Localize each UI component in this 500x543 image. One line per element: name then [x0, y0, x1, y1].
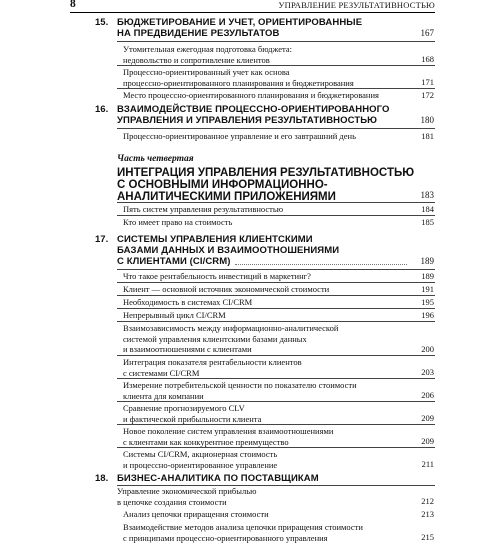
toc-entry-page: 206	[421, 390, 434, 400]
toc-entry: Управление экономической прибылью в цепочке создания стоимости	[117, 486, 257, 507]
toc-entry-page: 195	[421, 297, 434, 307]
chapter-15-page: 167	[420, 28, 434, 38]
toc-entry-page: 189	[421, 271, 434, 281]
divider	[117, 41, 435, 42]
toc-entry: Измерение потребительской ценности по показателю стоимости клиента для компании	[123, 380, 357, 401]
divider	[117, 447, 435, 448]
toc-entry: Анализ цепочки приращения стоимости	[123, 509, 269, 519]
toc-entry-page: 184	[421, 204, 434, 214]
toc-entry: Пять систем управления результативностью	[123, 204, 284, 214]
toc-entry-page: 200	[421, 344, 434, 354]
toc-entry-page: 171	[421, 77, 434, 87]
toc-entry-page: 212	[421, 496, 434, 506]
toc-entry: Необходимость в системах CI/CRM	[123, 297, 253, 307]
toc-entry: Место процессно-ориентированного планирования и бюджетирования	[123, 90, 379, 100]
toc-entry: Непрерывный цикл CI/CRM	[123, 310, 226, 320]
chapter-18-number: 18.	[95, 473, 109, 484]
chapter-15-number: 15.	[95, 17, 109, 28]
toc-entry-page: 181	[421, 131, 434, 141]
leader-dots	[235, 264, 407, 265]
toc-entry-page: 203	[421, 367, 434, 377]
toc-entry: Взаимозависимость между информационно-аналитической системой управления клиентскими базами данных и взаимоотношениями с клиентами	[123, 323, 339, 354]
toc-entry-page: 191	[421, 284, 434, 294]
divider	[117, 424, 435, 425]
toc-entry-page: 185	[421, 217, 434, 227]
divider	[117, 202, 435, 203]
divider	[117, 355, 435, 356]
divider	[117, 378, 435, 379]
divider	[117, 65, 435, 66]
divider	[117, 128, 435, 129]
chapter-15-title: БЮДЖЕТИРОВАНИЕ И УЧЕТ, ОРИЕНТИРОВАННЫЕ НА ПРЕДВИДЕНИЕ РЕЗУЛЬТАТОВ	[117, 17, 363, 39]
toc-entry: Процессно-ориентированный учет как основа процессно-ориентированного планирования и бюджетирования	[123, 67, 354, 88]
divider	[117, 295, 435, 296]
divider	[117, 308, 435, 309]
chapter-17-title: СИСТЕМЫ УПРАВЛЕНИЯ КЛИЕНТСКИМИ БАЗАМИ ДАННЫХ И ВЗАИМООТНОШЕНИЯМИ С КЛИЕНТАМИ (CI/CRM)	[117, 234, 340, 267]
toc-entry: Системы CI/CRM, акционерная стоимость и процессно-ориентированное управление	[123, 449, 278, 470]
chapter-16-number: 16.	[95, 104, 109, 115]
divider	[117, 215, 435, 216]
page-number: 8	[70, 0, 76, 10]
toc-entry-page: 213	[421, 509, 434, 519]
divider	[117, 401, 435, 402]
running-title: УПРАВЛЕНИЕ РЕЗУЛЬТАТИВНОСТЬЮ	[278, 0, 435, 10]
chapter-18-title: БИЗНЕС-АНАЛИТИКА ПО ПОСТАВЩИКАМ	[117, 473, 319, 484]
toc-entry-page: 196	[421, 310, 434, 320]
divider	[117, 88, 435, 89]
chapter-16-title: ВЗАИМОДЕЙСТВИЕ ПРОЦЕССНО-ОРИЕНТИРОВАННОГО УПРАВЛЕНИЯ И УПРАВЛЕНИЯ РЕЗУЛЬТАТИВНОСТЬЮ	[117, 104, 390, 126]
divider	[117, 282, 435, 283]
part-title: ИНТЕГРАЦИЯ УПРАВЛЕНИЯ РЕЗУЛЬТАТИВНОСТЬЮ С ОСНОВНЫМИ ИНФОРМАЦИОННО- АНАЛИТИЧЕСКИМИ ПРИЛОЖЕНИЯМИ	[117, 167, 415, 203]
toc-entry-page: 209	[421, 436, 434, 446]
chapter-17-number: 17.	[95, 234, 109, 245]
running-header	[70, 0, 435, 13]
toc-entry: Кто имеет право на стоимость	[123, 217, 233, 227]
toc-entry: Интеграция показателя рентабельности клиентов с системами CI/CRM	[123, 357, 302, 378]
chapter-16-page: 180	[420, 115, 434, 125]
part-page: 183	[420, 190, 434, 200]
divider	[117, 269, 435, 270]
toc-entry: Взаимодействие методов анализа цепочки приращения стоимости с принципами процессно-ориентированного управления	[123, 522, 363, 543]
toc-entry: Что такое рентабельность инвестиций в маркетинг?	[123, 271, 311, 281]
toc-entry-page: 172	[421, 90, 434, 100]
toc-entry: Процессно-ориентированное управление и его завтрашний день	[123, 131, 356, 141]
toc-entry: Клиент — основной источник экономической стоимости	[123, 284, 330, 294]
toc-entry-page: 215	[421, 532, 434, 542]
toc-entry-page: 168	[421, 54, 434, 64]
toc-entry: Сравнение прогнозируемого CLV и фактической прибыльности клиента	[123, 403, 262, 424]
chapter-17-page: 189	[420, 256, 434, 266]
part-label: Часть четвертая	[117, 154, 194, 164]
divider	[117, 321, 435, 322]
toc-entry-page: 209	[421, 413, 434, 423]
toc-entry-page: 211	[421, 459, 434, 469]
toc-entry: Утомительная ежегодная подготовка бюджета: недовольство и сопротивление клиентов	[123, 44, 292, 65]
toc-entry: Новое поколение систем управления взаимоотношениями с клиентами как конкурентное преимущество	[123, 426, 334, 447]
